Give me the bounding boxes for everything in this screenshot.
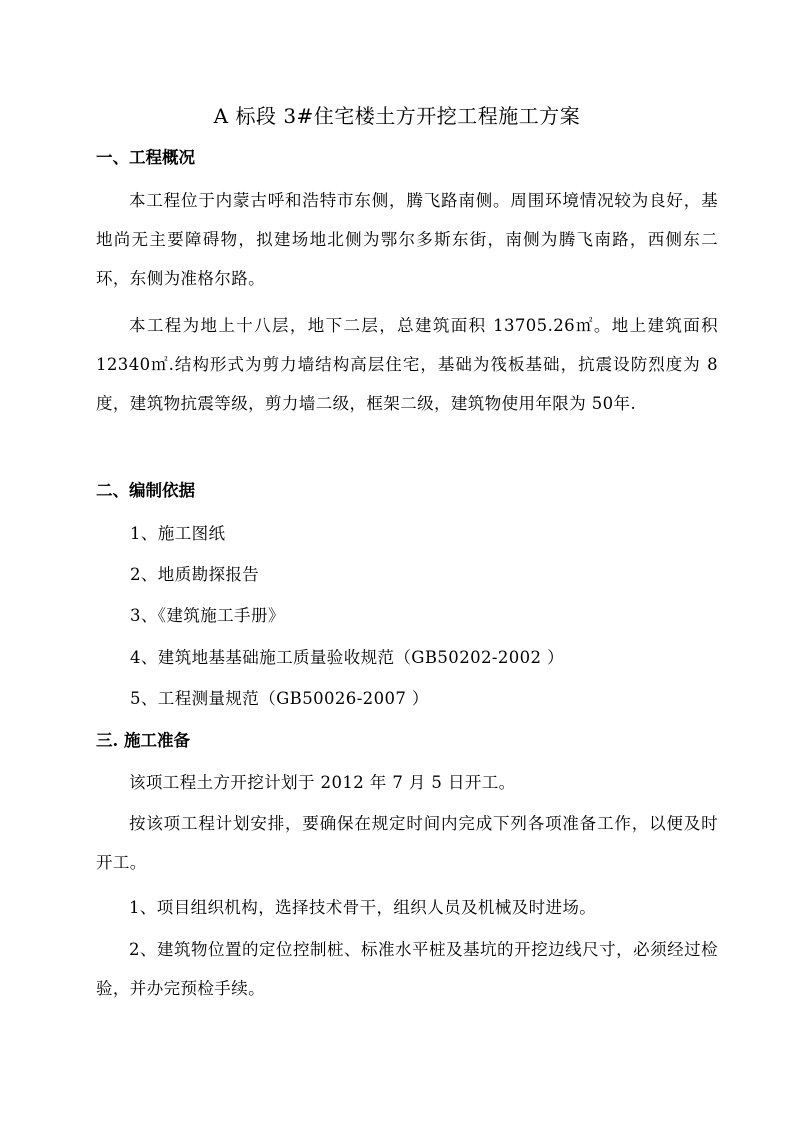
section-heading-basis: 二、编制依据 [96, 481, 195, 500]
section-heading-preparation: 三. 施工准备 [96, 731, 190, 750]
list-item: 2、地质勘探报告 [130, 565, 260, 584]
document-title: A 标段 3#住宅楼土方开挖工程施工方案 [213, 104, 581, 128]
paragraph-building-info: 本工程为地上十八层，地下二层，总建筑面积 13705.26㎡。地上建筑面积 12340㎡.结构形式为剪力墙结构高层住宅，基础为筏板基础，抗震设防烈度为 8度，建筑物抗震等级，剪力墙二级，框架二级，建筑物使用年限为 50年. [96, 316, 718, 413]
paragraph-organization: 1、项目组织机构，选择技术骨干，组织人员及机械及时进场。 [129, 898, 597, 917]
paragraph-preparation-plan: 按该项工程计划安排，要确保在规定时间内完成下列各项准备工作，以便及时开工。 [96, 814, 718, 872]
list-item: 3、《建筑施工手册》 [130, 606, 285, 625]
list-item: 4、建筑地基基础施工质量验收规范（GB50202-2002 ） [130, 648, 565, 667]
paragraph-start-date: 该项工程土方开挖计划于 2012 年 7 月 5 日开工。 [129, 773, 516, 792]
paragraph-location: 本工程位于内蒙古呼和浩特市东侧，腾飞路南侧。周围环境情况较为良好，基地尚无主要障碍物，拟建场地北侧为鄂尔多斯东街，南侧为腾飞南路，西侧东二环，东侧为准格尔路。 [96, 191, 718, 288]
paragraph-positioning: 2、建筑物位置的定位控制桩、标准水平桩及基坑的开挖边线尺寸，必须经过检验，并办完预检手续。 [96, 940, 718, 998]
list-item: 1、施工图纸 [130, 524, 226, 543]
list-item: 5、工程测量规范（GB50026-2007 ） [130, 689, 429, 708]
section-heading-overview: 一、工程概况 [96, 148, 195, 167]
